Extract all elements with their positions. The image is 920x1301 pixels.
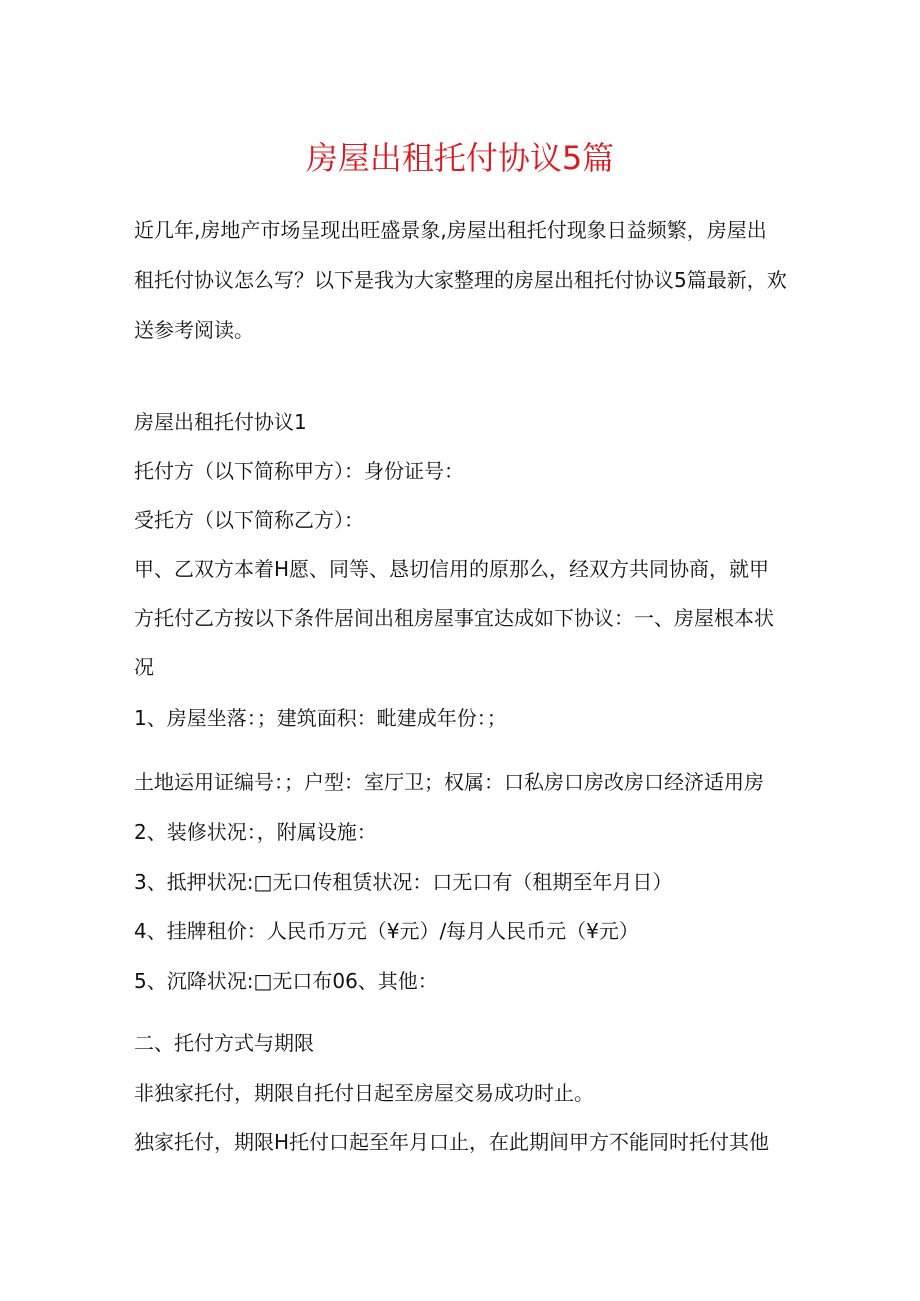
item-3-line: 3、抵押状况:□无口传租赁状况：口无口有（租期至年月日） — [134, 870, 673, 894]
section-heading: 房屋出租托付协议1 — [134, 410, 307, 434]
intro-line-1: 近几年,房地产市场呈现出旺盛景象,房屋出租托付现象日益频繁，房屋出 — [134, 218, 767, 242]
non-exclusive-line: 非独家托付，期限自托付日起至房屋交易成功时止。 — [134, 1081, 594, 1105]
item-5-line: 5、沉降状况:□无口布06、其他： — [134, 969, 438, 993]
item-1-line: 1、房屋坐落：；建筑面积：毗建成年份：； — [134, 706, 507, 730]
principle-line-2: 方托付乙方按以下条件居间出租房屋事宜达成如下协议：一、房屋根本状 — [134, 606, 774, 630]
exclusive-line: 独家托付，期限H托付口起至年月口止，在此期间甲方不能同时托付其他 — [134, 1130, 770, 1154]
land-line: 土地运用证编号：；户型：室厅卫；权属：口私房口房改房口经济适用房 — [134, 770, 764, 794]
party-b-line: 受托方（以下简称乙方）： — [134, 508, 364, 532]
principle-line-1: 甲、乙双方本着H愿、同等、恳切信用的原那么，经双方共同协商，就甲 — [134, 557, 770, 581]
item-2-line: 2、装修状况：，附属设施： — [134, 820, 377, 844]
intro-line-3: 送参考阅读。 — [134, 318, 254, 342]
page-title: 房屋出租托付协议5篇 — [305, 139, 615, 177]
item-4-line: 4、挂牌租价：人民币万元（¥元）/每月人民币元（¥元） — [134, 919, 639, 943]
intro-line-2: 租托付协议怎么写？以下是我为大家整理的房屋出租托付协议5篇最新，欢 — [134, 268, 787, 292]
principle-line-3: 况 — [134, 655, 154, 679]
party-a-line: 托付方（以下简称甲方）：身份证号： — [134, 459, 464, 483]
section-2-heading: 二、托付方式与期限 — [134, 1031, 314, 1055]
